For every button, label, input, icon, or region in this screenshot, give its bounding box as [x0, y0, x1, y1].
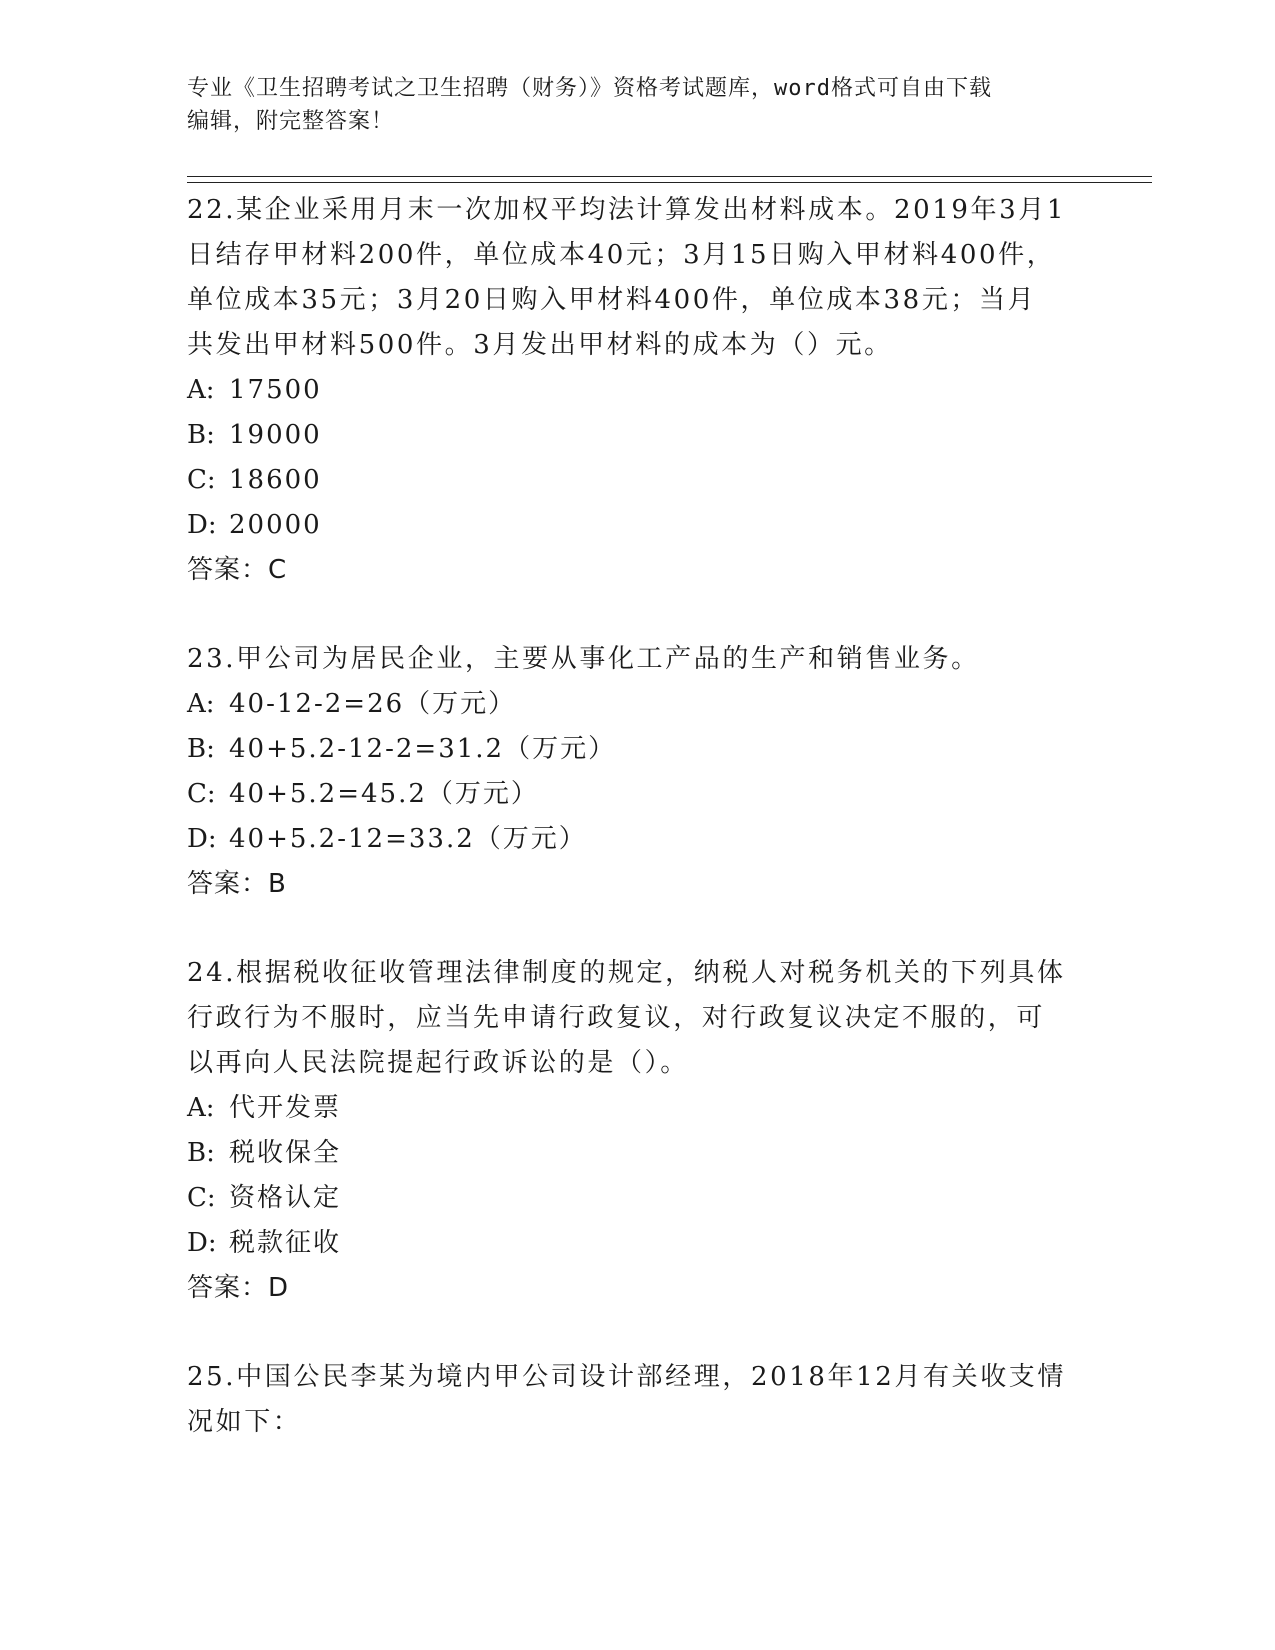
option-text: 19000 [229, 420, 322, 450]
option-a [187, 1086, 1107, 1131]
option-text: 40-12-2=26（万元） [229, 689, 517, 719]
option-letter: B: [187, 1138, 215, 1168]
option-letter: C: [187, 1183, 216, 1213]
option-b [187, 727, 1107, 772]
header-divider-top [187, 176, 1152, 177]
option-letter: D: [187, 824, 217, 854]
option-letter: A: [187, 1093, 215, 1123]
option-c [187, 772, 1107, 817]
option-text: 18600 [229, 465, 322, 495]
option-text: 40+5.2-12-2=31.2（万元） [229, 734, 617, 764]
option-text: 代开发票 [229, 1093, 342, 1123]
question-stem-line: 日结存甲材料200件，单位成本40元；3月15日购入甲材料400件， [187, 240, 1056, 270]
option-text: 40+5.2-12=33.2（万元） [229, 824, 587, 854]
option-text: 17500 [229, 375, 322, 405]
option-text: 资格认定 [229, 1183, 342, 1213]
question-25 [187, 1355, 1107, 1445]
option-letter: D: [187, 1228, 217, 1258]
answer-label: 答案：C [187, 555, 288, 585]
document-header [187, 72, 1067, 138]
question-22 [187, 188, 1107, 593]
header-line-1: 专业《卫生招聘考试之卫生招聘（财务）》资格考试题库，word格式可自由下载 [187, 76, 992, 101]
option-letter: C: [187, 779, 216, 809]
option-b [187, 413, 1107, 458]
option-c [187, 1176, 1107, 1221]
question-stem-line: 况如下： [187, 1407, 302, 1437]
answer-label: 答案：D [187, 1273, 290, 1303]
option-b [187, 1131, 1107, 1176]
option-letter: B: [187, 420, 215, 450]
question-stem-line: 24.根据税收征收管理法律制度的规定，纳税人对税务机关的下列具体 [187, 958, 1066, 988]
option-a [187, 682, 1107, 727]
option-letter: A: [187, 375, 215, 405]
option-letter: D: [187, 510, 217, 540]
question-24 [187, 951, 1107, 1311]
question-stem-line: 单位成本35元；3月20日购入甲材料400件，单位成本38元；当月 [187, 285, 1037, 315]
option-letter: B: [187, 734, 215, 764]
question-stem-line: 23.甲公司为居民企业，主要从事化工产品的生产和销售业务。 [187, 644, 980, 674]
option-text: 税收保全 [229, 1138, 342, 1168]
option-a [187, 368, 1107, 413]
option-text: 40+5.2=45.2（万元） [229, 779, 539, 809]
question-stem-line: 22.某企业采用月末一次加权平均法计算发出材料成本。2019年3月1 [187, 195, 1067, 225]
option-text: 税款征收 [229, 1228, 342, 1258]
question-stem-line: 25.中国公民李某为境内甲公司设计部经理，2018年12月有关收支情 [187, 1362, 1067, 1392]
option-c [187, 458, 1107, 503]
header-line-2: 编辑，附完整答案！ [187, 109, 395, 134]
question-stem-line: 行政行为不服时，应当先申请行政复议，对行政复议决定不服的，可 [187, 1003, 1046, 1033]
header-divider-bottom [187, 182, 1152, 183]
option-letter: A: [187, 689, 215, 719]
question-stem-line: 以再向人民法院提起行政诉讼的是（）。 [187, 1048, 689, 1078]
question-list [187, 188, 1107, 1489]
option-letter: C: [187, 465, 216, 495]
option-d [187, 503, 1107, 548]
option-d [187, 1221, 1107, 1266]
answer-label: 答案：B [187, 869, 287, 899]
option-d [187, 817, 1107, 862]
option-text: 20000 [229, 510, 322, 540]
question-23 [187, 637, 1107, 907]
question-stem-line: 共发出甲材料500件。3月发出甲材料的成本为（）元。 [187, 330, 893, 360]
